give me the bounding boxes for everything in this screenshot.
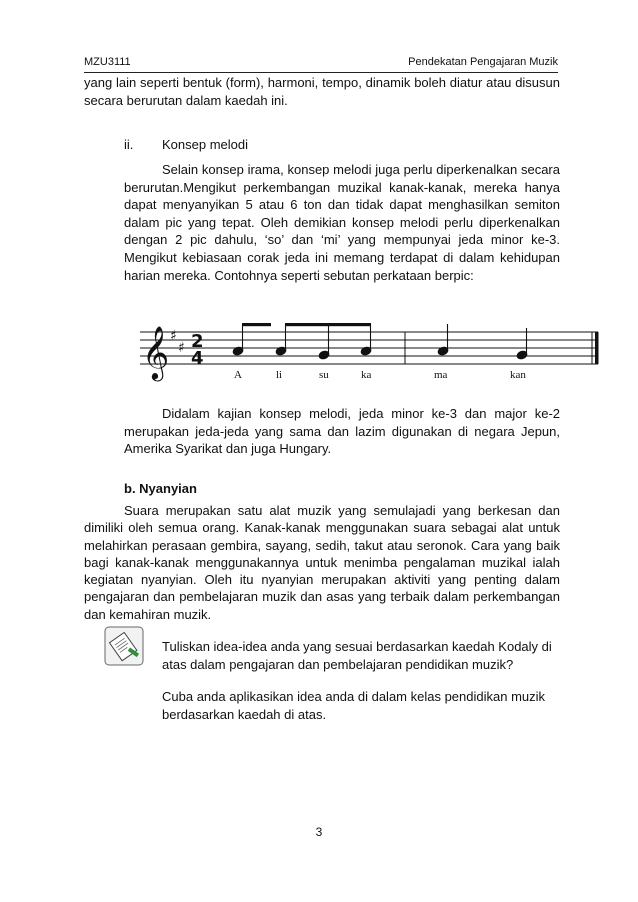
header-divider: [84, 72, 558, 73]
note-beam: [285, 323, 371, 326]
document-title: Pendekatan Pengajaran Muzik: [408, 56, 558, 68]
section-heading: b. Nyanyian: [124, 481, 197, 496]
sharp-icon: ♯: [170, 328, 177, 344]
lyric-syllable: li: [276, 369, 283, 381]
lyric-syllable: ka: [361, 369, 372, 381]
note-group-bar2: [437, 324, 528, 360]
activity-instruction-1: Tuliskan idea-idea anda yang sesuai berdasarkan kaedah Kodaly di atas dalam pengajaran dan pembelajaran pendidikan muzik?: [162, 639, 552, 672]
sharp-icon: ♯: [178, 340, 185, 356]
melody-concept-paragraph: Selain konsep irama, konsep melodi juga perlu diperkenalkan secara berurutan.Mengikut perkembangan muzikal kanak-kanak, mereka hanya dapat menyanyikan 5 atau 6 ton dan tidak dapat menghasilkan semiton dalam pic yang tepat. Oleh demikian konsep melodi perlu diperkenalkan dengan 2 pic dahulu, ‘so’ dan ‘mi’ yang mempunyai jeda minor ke-3. Mengikut kebiasaan corak jeda ini memang terdapat di dalam kehidupan harian mereka. Contohnya seperti sebutan perkataan berpic:: [124, 162, 560, 283]
page-number: 3: [315, 825, 323, 839]
music-notation: [140, 310, 602, 386]
singing-paragraph: Suara merupakan satu alat muzik yang semulajadi yang berkesan dan dimiliki oleh semua orang. Kanak-kanak menggunakan suara sebagai alat untuk melahirkan perasaan gembira, sayang, sedih, takut atau seronok. Cara yang baik bagi kanak-kanak menggunakannya untuk menimba pengalaman muzikal ialah kegiatan nyanyian. Oleh itu nyanyian merupakan aktiviti yang penting dalam pengajaran dan pembelajaran muzik dan asas yang terbaik dalam perkembangan dan kemahiran muzik.: [84, 503, 560, 622]
activity-instruction-2: Cuba anda aplikasikan idea anda di dalam kelas pendidikan muzik berdasarkan kaedah di atas.: [162, 689, 546, 722]
final-bar-thick: [595, 332, 599, 364]
intro-paragraph: yang lain seperti bentuk (form), harmoni, tempo, dinamik boleh diatur atau disusun secara berurutan dalam kaedah ini.: [84, 75, 560, 108]
lyric-syllable: kan: [510, 369, 526, 381]
section-title: Konsep melodi: [162, 137, 248, 152]
time-signature-top: 2: [191, 331, 204, 352]
time-signature-bottom: 4: [191, 348, 204, 369]
treble-clef-icon: 𝄞: [142, 325, 170, 379]
lyric-syllable: A: [234, 369, 242, 381]
document-code: MZU3111: [84, 56, 131, 68]
lyric-syllable: ma: [434, 369, 448, 381]
note-group-bar1: [232, 323, 372, 360]
note-beam: [242, 323, 271, 326]
writing-task-icon: [104, 626, 144, 666]
lyric-syllable: su: [319, 369, 329, 381]
melody-followup-paragraph: Didalam kajian konsep melodi, jeda minor ke-3 dan major ke-2 merupakan jeda-jeda yang sama dan lazim digunakan di negara Jepun, Amerika Syarikat dan juga Hungary.: [124, 406, 560, 457]
section-number: ii.: [124, 137, 134, 152]
